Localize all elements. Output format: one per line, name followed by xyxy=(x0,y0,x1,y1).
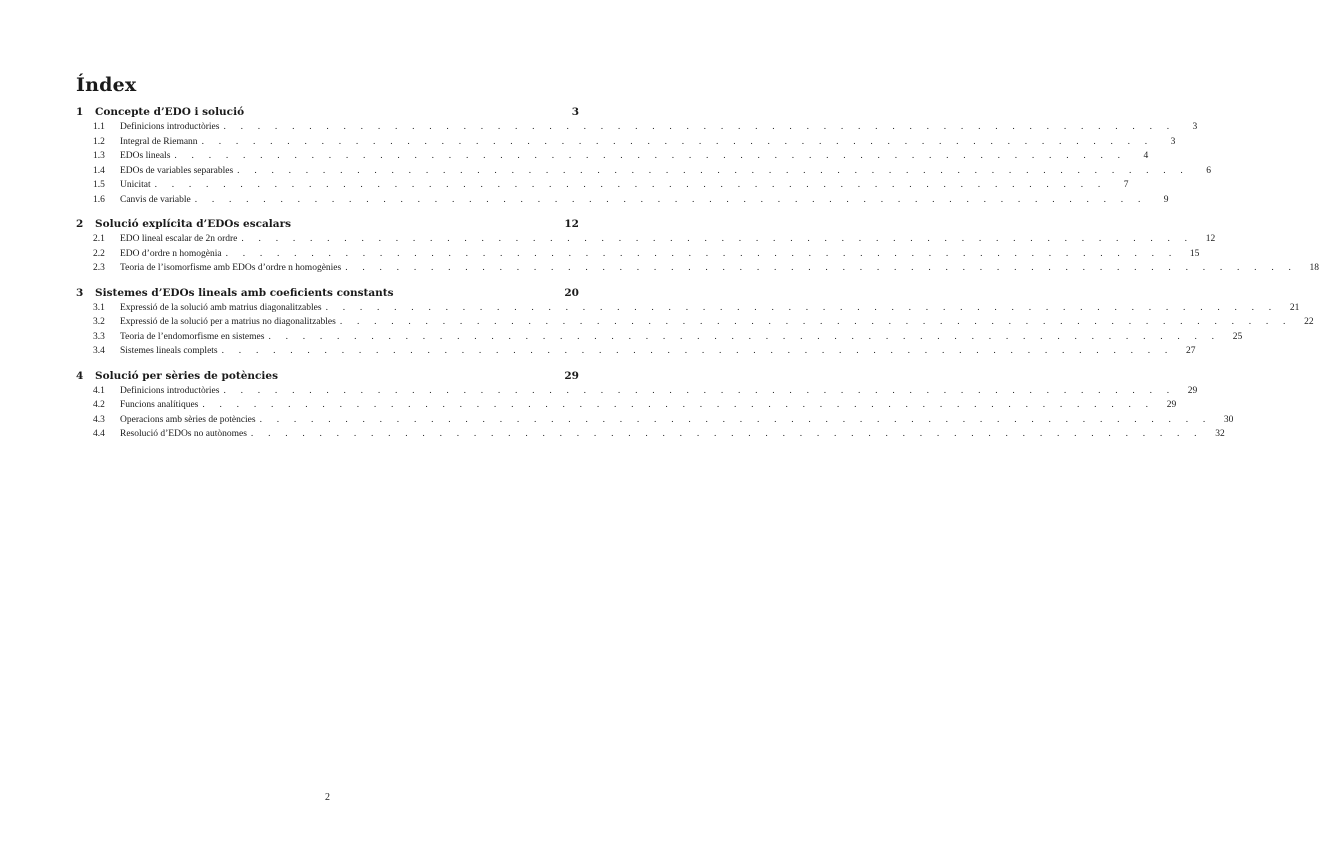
leader-dots: . . . . . . . . . . . . . . . . . . . . . . . . . . . . . . . . . . . . . . . . . . . . . . . . . . . . . . . . xyxy=(221,346,1174,356)
section-number: 1.1 xyxy=(93,122,105,132)
section-page: 25 xyxy=(1232,331,1243,342)
chapter-number: 2 xyxy=(76,218,84,230)
toc-entry[interactable] xyxy=(76,263,1319,278)
chapter-number: 3 xyxy=(76,286,84,299)
toc-entry[interactable] xyxy=(76,302,1300,318)
section-title: Expressió de la solució per a matrius no diagonalitzables xyxy=(120,317,336,327)
section-title: Resolució d’EDOs no autònomes xyxy=(120,429,247,439)
toc-chapter-1 xyxy=(76,106,1211,209)
toc-entry[interactable] xyxy=(76,151,1149,166)
section-title: Teoria de l’endomorfisme en sistemes xyxy=(120,331,265,342)
chapter-page: 20 xyxy=(564,286,579,299)
chapter-heading[interactable] xyxy=(76,370,579,386)
section-number: 3.2 xyxy=(93,317,105,327)
toc-entry[interactable] xyxy=(76,122,1198,137)
section-title: Canvis de variable xyxy=(120,194,191,205)
section-number: 3.4 xyxy=(93,346,105,356)
chapter-title: Solució per sèries de potències xyxy=(95,369,278,382)
section-title: Definicions introductòries xyxy=(120,122,220,132)
toc-entry[interactable] xyxy=(76,165,1211,181)
section-title: Teoria de l’isomorfisme amb EDOs d’ordre n homogènies xyxy=(120,263,342,273)
section-page: 18 xyxy=(1309,263,1319,273)
toc-entry[interactable] xyxy=(76,248,1200,264)
leader-dots: . . . . . . . . . . . . . . . . . . . . . . . . . . . . . . . . . . . . . . . . . . . . . . . . . . . . . . . . xyxy=(268,331,1221,342)
page-number: 2 xyxy=(325,792,330,803)
section-page: 21 xyxy=(1289,302,1300,313)
leader-dots: . . . . . . . . . . . . . . . . . . . . . . . . . . . . . . . . . . . . . . . . . . . . . . . . . . . . . . . . xyxy=(223,385,1176,396)
section-title: EDO d’ordre n homogènia xyxy=(120,248,222,259)
chapter-title: Concepte d’EDO i solució xyxy=(95,106,245,118)
leader-dots: . . . . . . . . . . . . . . . . . . . . . . . . . . . . . . . . . . . . . . . . . . . . . . . . . . . . . . . . xyxy=(241,234,1194,244)
leader-dots: . . . . . . . . . . . . . . . . . . . . . . . . . . . . . . . . . . . . . . . . . . . . . . . . . . . . . . . . xyxy=(223,122,1176,132)
table-of-contents xyxy=(76,106,1319,453)
section-page: 29 xyxy=(1166,400,1177,410)
toc-entry[interactable] xyxy=(76,346,1196,361)
toc-chapter-4 xyxy=(76,369,1234,444)
section-number: 1.2 xyxy=(93,136,105,147)
leader-dots: . . . . . . . . . . . . . . . . . . . . . . . . . . . . . . . . . . . . . . . . . . . . . . . . . . . . . . . . xyxy=(237,165,1189,176)
section-title: Funcions analítiques xyxy=(120,400,199,410)
toc-entry[interactable] xyxy=(76,180,1129,195)
chapter-title: Solució explícita d’EDOs escalars xyxy=(95,218,292,230)
toc-entry[interactable] xyxy=(76,194,1169,210)
toc-entry[interactable] xyxy=(76,317,1314,332)
leader-dots: . . . . . . . . . . . . . . . . . . . . . . . . . . . . . . . . . . . . . . . . . . . . . . . . . . . . . . . . xyxy=(154,180,1107,190)
section-page: 32 xyxy=(1215,429,1225,439)
section-number: 1.3 xyxy=(93,151,105,161)
page-title: Índex xyxy=(76,74,137,96)
section-number: 4.1 xyxy=(93,385,105,396)
leader-dots: . . . . . . . . . . . . . . . . . . . . . . . . . . . . . . . . . . . . . . . . . . . . . . . . . . . . . . . . xyxy=(325,302,1278,313)
chapter-page: 12 xyxy=(564,218,579,230)
section-number: 1.6 xyxy=(93,194,105,205)
section-page: 29 xyxy=(1187,385,1198,396)
section-number: 4.2 xyxy=(93,400,105,410)
section-number: 3.1 xyxy=(93,302,105,313)
section-page: 15 xyxy=(1189,248,1200,259)
section-number: 2.2 xyxy=(93,248,105,259)
section-page: 4 xyxy=(1143,151,1149,161)
chapter-heading[interactable] xyxy=(76,106,579,122)
toc-entry[interactable] xyxy=(76,414,1234,430)
toc-entry[interactable] xyxy=(76,234,1216,249)
toc-entry[interactable] xyxy=(76,400,1177,415)
section-title: Unicitat xyxy=(120,180,151,190)
section-title: EDOs lineals xyxy=(120,151,171,161)
leader-dots: . . . . . . . . . . . . . . . . . . . . . . . . . . . . . . . . . . . . . . . . . . . . . . . . . . . . . . . . xyxy=(202,400,1155,410)
leader-dots: . . . . . . . . . . . . . . . . . . . . . . . . . . . . . . . . . . . . . . . . . . . . . . . . . . . . . . . . xyxy=(345,263,1298,273)
toc-chapter-2 xyxy=(76,218,1319,278)
section-title: Expressió de la solució amb matrius diagonalitzables xyxy=(120,302,322,313)
section-page: 27 xyxy=(1185,346,1196,356)
section-page: 3 xyxy=(1170,136,1176,147)
section-number: 4.3 xyxy=(93,414,105,425)
leader-dots: . . . . . . . . . . . . . . . . . . . . . . . . . . . . . . . . . . . . . . . . . . . . . . . . . . . . . . . . xyxy=(201,136,1154,147)
section-title: Operacions amb sèries de potències xyxy=(120,414,256,425)
toc-entry[interactable] xyxy=(76,136,1176,152)
section-page: 7 xyxy=(1123,180,1129,190)
section-number: 2.1 xyxy=(93,234,105,244)
leader-dots: . . . . . . . . . . . . . . . . . . . . . . . . . . . . . . . . . . . . . . . . . . . . . . . . . . . . . . . . xyxy=(225,248,1178,259)
section-title: Definicions introductòries xyxy=(120,385,220,396)
section-title: EDO lineal escalar de 2n ordre xyxy=(120,234,238,244)
section-title: Integral de Riemann xyxy=(120,136,198,147)
leader-dots: . . . . . . . . . . . . . . . . . . . . . . . . . . . . . . . . . . . . . . . . . . . . . . . . . . . . . . . . xyxy=(250,429,1203,439)
section-number: 2.3 xyxy=(93,263,105,273)
section-page: 6 xyxy=(1206,165,1211,176)
toc-entry[interactable] xyxy=(76,331,1243,347)
toc-entry[interactable] xyxy=(76,429,1225,444)
chapter-page: 29 xyxy=(564,369,579,382)
chapter-number: 4 xyxy=(76,369,84,382)
chapter-title: Sistemes d’EDOs lineals amb coeficients constants xyxy=(95,286,394,299)
chapter-heading[interactable] xyxy=(76,218,579,234)
section-page: 30 xyxy=(1223,414,1234,425)
leader-dots: . . . . . . . . . . . . . . . . . . . . . . . . . . . . . . . . . . . . . . . . . . . . . . . . . . . . . . . . xyxy=(194,194,1147,205)
leader-dots: . . . . . . . . . . . . . . . . . . . . . . . . . . . . . . . . . . . . . . . . . . . . . . . . . . . . . . . . xyxy=(339,317,1292,327)
toc-entry[interactable] xyxy=(76,385,1198,401)
section-number: 4.4 xyxy=(93,429,105,439)
section-page: 12 xyxy=(1205,234,1216,244)
section-page: 22 xyxy=(1304,317,1314,327)
section-page: 3 xyxy=(1192,122,1198,132)
section-number: 1.5 xyxy=(93,180,105,190)
section-title: Sistemes lineals complets xyxy=(120,346,218,356)
chapter-heading[interactable] xyxy=(76,287,579,303)
chapter-number: 1 xyxy=(76,106,84,118)
toc-chapter-3 xyxy=(76,286,1314,361)
leader-dots: . . . . . . . . . . . . . . . . . . . . . . . . . . . . . . . . . . . . . . . . . . . . . . . . . . . . . . . . xyxy=(259,414,1212,425)
section-number: 3.3 xyxy=(93,331,105,342)
section-number: 1.4 xyxy=(93,165,105,176)
section-title: EDOs de variables separables xyxy=(120,165,234,176)
section-page: 9 xyxy=(1163,194,1169,205)
chapter-page: 3 xyxy=(571,106,579,118)
leader-dots: . . . . . . . . . . . . . . . . . . . . . . . . . . . . . . . . . . . . . . . . . . . . . . . . . . . . . . . . xyxy=(174,151,1127,161)
